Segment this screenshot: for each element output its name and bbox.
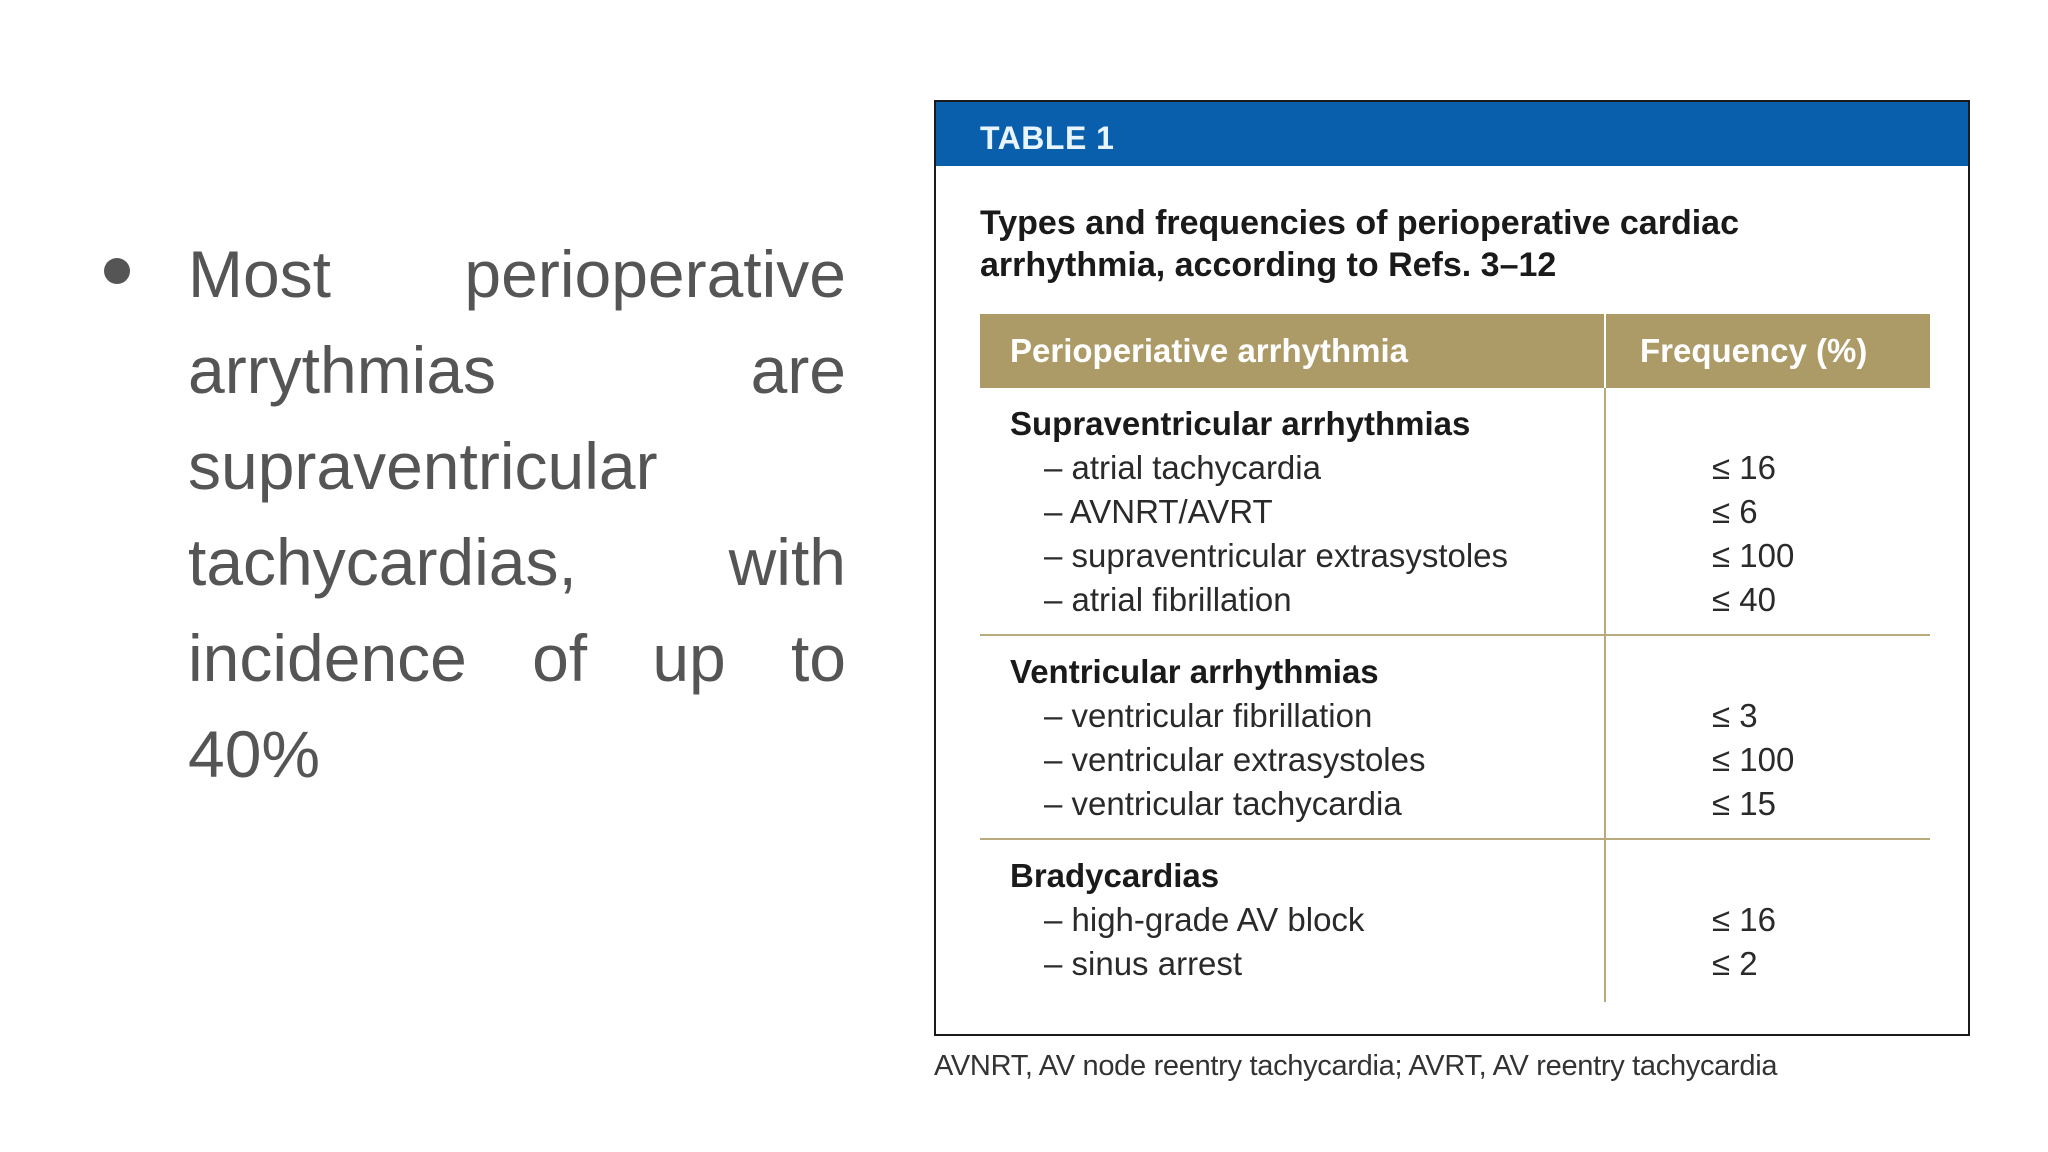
frequency-cell (1605, 388, 1930, 635)
header-frequency: Frequency (%) (1605, 314, 1930, 388)
frequency-value: ≤ 16 (1712, 901, 1776, 938)
list-item: – supraventricular extrasystoles (1044, 537, 1509, 574)
frequency-cell (1605, 635, 1930, 839)
frequency-cell (1605, 839, 1930, 1002)
bullet-dot-icon (104, 258, 130, 284)
table-caption: Types and frequencies of perioperative cardiac arrhythmia, according to Refs. 3–12 (980, 204, 1739, 284)
list-item: – ventricular fibrillation (1044, 697, 1373, 734)
frequency-value: ≤ 15 (1712, 785, 1776, 822)
frequency-value: ≤ 16 (1712, 449, 1776, 486)
bullet-point (104, 226, 846, 802)
list-item: – atrial tachycardia (1044, 449, 1321, 486)
group-title: Bradycardias (1010, 857, 1220, 894)
bullet-text: Most perioperative arrythmias are supraventricular tachycardias, with incidence of up to 40% (188, 237, 846, 791)
table-row (980, 635, 1930, 839)
group-title: Supraventricular arrhythmias (1010, 405, 1471, 442)
table-figure (934, 100, 1970, 1083)
frequency-value: ≤ 100 (1712, 537, 1795, 574)
list-item: – AVNRT/AVRT (1044, 493, 1273, 530)
table-row (980, 839, 1930, 1002)
frequency-value: ≤ 40 (1712, 581, 1776, 618)
group-cell (980, 635, 1605, 839)
frequency-value: ≤ 6 (1712, 493, 1758, 530)
table-row (980, 388, 1930, 635)
frequency-value: ≤ 3 (1712, 697, 1758, 734)
group-title: Ventricular arrhythmias (1010, 653, 1379, 690)
header-arrhythmia: Perioperiative arrhythmia (980, 314, 1605, 388)
list-item: – atrial fibrillation (1044, 581, 1292, 618)
list-item: – sinus arrest (1044, 945, 1243, 982)
table-header-row (980, 314, 1930, 388)
group-cell (980, 839, 1605, 1002)
list-item: – ventricular extrasystoles (1044, 741, 1426, 778)
frequency-value: ≤ 2 (1712, 945, 1758, 982)
arrhythmia-table (980, 314, 1930, 1002)
table-box (934, 100, 1970, 1036)
list-item: – ventricular tachycardia (1044, 785, 1402, 822)
group-cell (980, 388, 1605, 635)
list-item: – high-grade AV block (1044, 901, 1365, 938)
frequency-value: ≤ 100 (1712, 741, 1795, 778)
table-footnote: AVNRT, AV node reentry tachycardia; AVRT, AV reentry tachycardia (934, 1050, 1778, 1082)
table-tag: TABLE 1 (936, 102, 1968, 166)
